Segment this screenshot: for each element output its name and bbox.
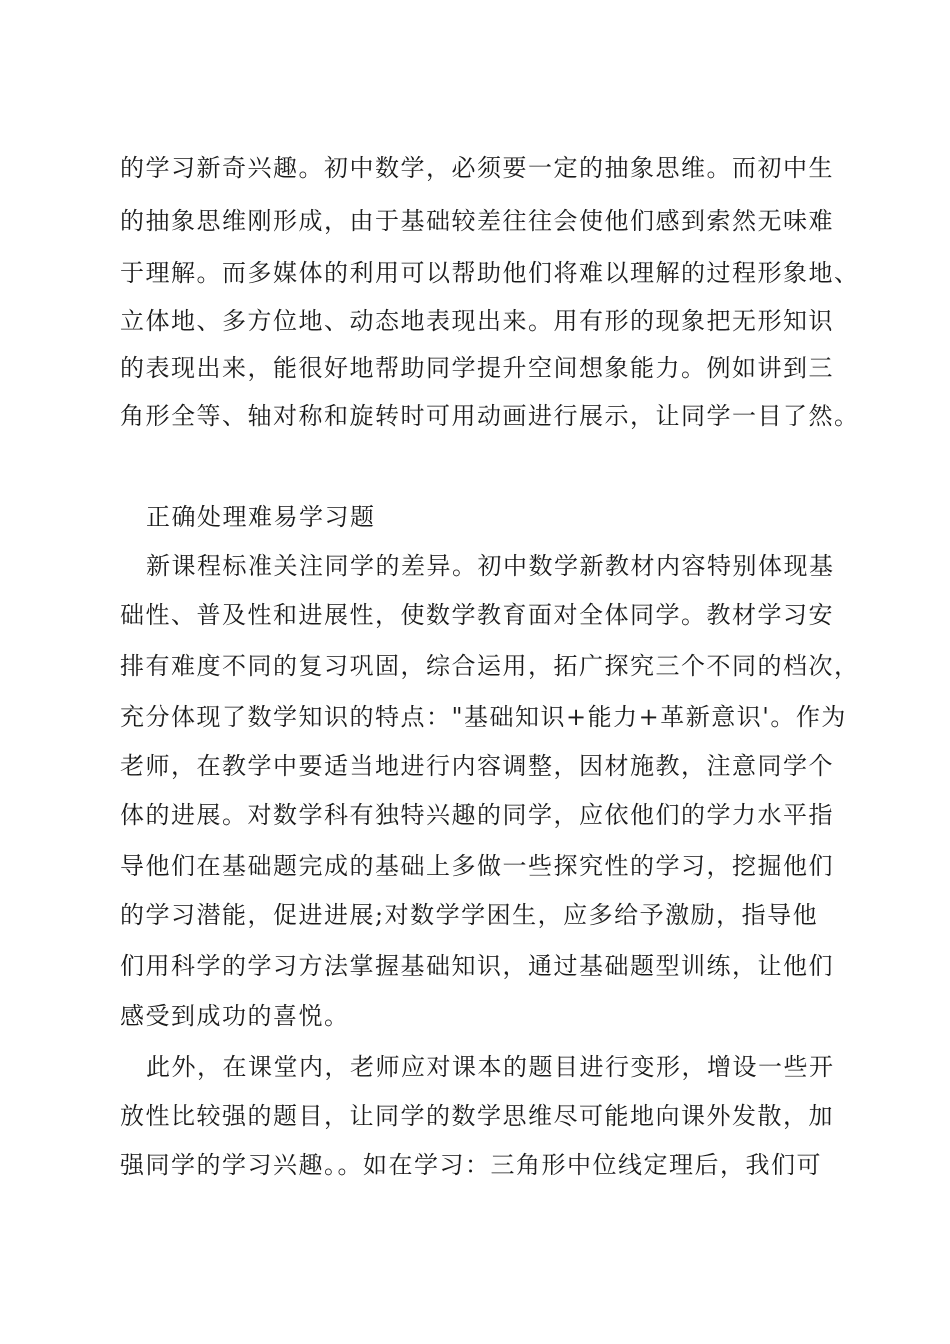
paragraph-line: 放性比较强的题目，让同学的数学思维尽可能地向课外发散，加 — [120, 1102, 834, 1130]
paragraph-line: 感受到成功的喜悦。 — [120, 1002, 350, 1030]
paragraph-line: 强同学的学习兴趣。。如在学习：三角形中位线定理后，我们可 — [120, 1151, 822, 1179]
paragraph-line: 于理解。而多媒体的利用可以帮助他们将难以理解的过程形象地、 — [120, 259, 860, 287]
paragraph-line: 此外，在课堂内，老师应对课本的题目进行变形，增设一些开 — [146, 1053, 835, 1081]
paragraph-line: 排有难度不同的复习巩固，综合运用，拓广探究三个不同的档次， — [120, 652, 860, 680]
paragraph-line: 立体地、多方位地、动态地表现出来。用有形的现象把无形知识 — [120, 307, 834, 335]
paragraph-line: 体的进展。对数学科有独特兴趣的同学，应依他们的学力水平指 — [120, 801, 834, 829]
paragraph-line: 充分体现了数学知识的特点："基础知识+能力+革新意识'。作为 — [120, 703, 847, 731]
paragraph-line: 老师，在教学中要适当地进行内容调整，因材施教，注意同学个 — [120, 752, 834, 780]
paragraph-line: 新课程标准关注同学的差异。初中数学新教材内容特别体现基 — [146, 552, 835, 580]
paragraph-line: 导他们在基础题完成的基础上多做一些探究性的学习，挖掘他们 — [120, 852, 834, 880]
paragraph-line: 的抽象思维刚形成，由于基础较差往往会使他们感到索然无味难 — [120, 207, 834, 235]
section-heading: 正确处理难易学习题 — [146, 503, 376, 531]
paragraph-line: 的表现出来，能很好地帮助同学提升空间想象能力。例如讲到三 — [120, 354, 834, 382]
paragraph-line: 角形全等、轴对称和旋转时可用动画进行展示，让同学一目了然。 — [120, 402, 860, 430]
paragraph-line: 础性、普及性和进展性，使数学教育面对全体同学。教材学习安 — [120, 601, 834, 629]
paragraph-line: 们用科学的学习方法掌握基础知识，通过基础题型训练，让他们 — [120, 952, 834, 980]
paragraph-line: 的学习潜能，促进进展;对数学学困生，应多给予激励，指导他 — [120, 901, 819, 929]
paragraph-line: 的学习新奇兴趣。初中数学，必须要一定的抽象思维。而初中生 — [120, 154, 834, 182]
